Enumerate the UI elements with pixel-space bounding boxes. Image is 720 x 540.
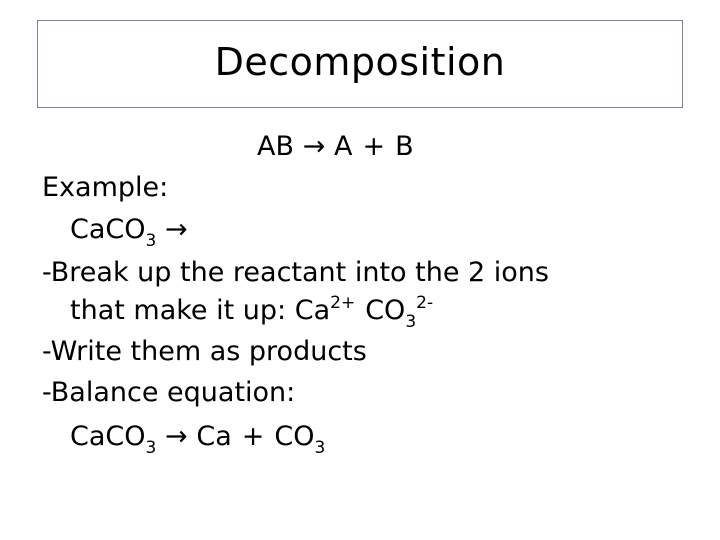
reaction-arrow-icon: → <box>165 214 188 245</box>
step3: -Balance equation: <box>42 377 296 408</box>
plus-sign: + <box>241 421 265 452</box>
carbonate-charge: 2- <box>416 293 434 313</box>
carbonate-formula: CO <box>365 295 406 326</box>
reaction-arrow-icon: → <box>302 131 326 162</box>
step1-line1: -Break up the reactant into the 2 ions <box>42 257 549 288</box>
balanced-reactant: CaCO <box>70 421 146 452</box>
calcium-charge: 2+ <box>330 293 356 313</box>
balanced-reaction <box>70 421 326 458</box>
general-reaction <box>257 133 414 160</box>
balanced-product-2: CO <box>274 421 315 452</box>
step2: -Write them as products <box>42 336 367 367</box>
balanced-product-2-subscript: 3 <box>314 438 326 458</box>
step1-line2 <box>70 293 434 332</box>
example-reactant: CaCO <box>70 214 146 245</box>
example-heading: Example: <box>42 172 169 203</box>
plus-sign: + <box>362 131 386 162</box>
example-reaction <box>70 214 196 251</box>
general-product-a: A <box>334 131 353 162</box>
general-reactant: AB <box>257 131 294 162</box>
step1-line2-prefix: that make it up: Ca <box>70 295 331 326</box>
carbonate-subscript: 3 <box>405 312 417 332</box>
title-box <box>37 20 683 108</box>
balanced-reactant-subscript: 3 <box>145 438 157 458</box>
reaction-arrow-icon: → <box>165 421 188 452</box>
balanced-product-1: Ca <box>196 421 232 452</box>
example-reactant-subscript: 3 <box>145 231 157 251</box>
general-product-b: B <box>395 131 414 162</box>
slide-title: Decomposition <box>214 40 506 84</box>
